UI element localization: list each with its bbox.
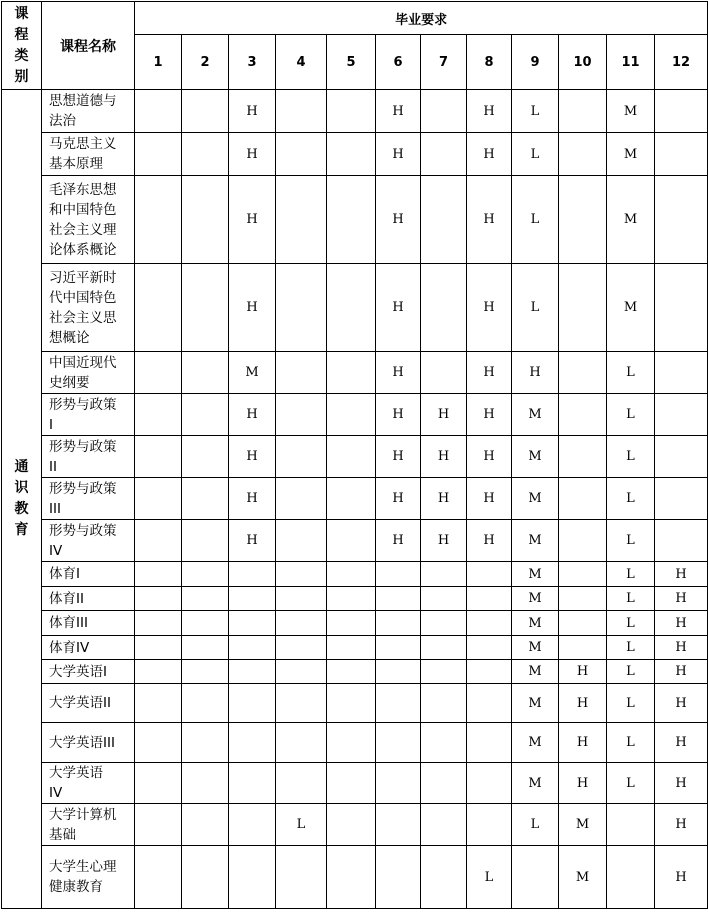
requirement-level-cell	[327, 133, 376, 176]
requirement-level-cell: L	[607, 723, 655, 763]
requirement-level-cell	[182, 90, 229, 133]
requirement-level-cell	[421, 90, 467, 133]
requirement-level-cell	[182, 684, 229, 723]
requirement-number-5: 5	[327, 35, 376, 90]
requirement-level-cell: H	[655, 684, 708, 723]
requirement-level-cell: H	[655, 846, 708, 909]
graduation-requirements-matrix	[1, 1, 708, 909]
requirement-level-cell	[327, 520, 376, 562]
requirement-level-cell: M	[512, 611, 559, 636]
requirement-level-cell	[421, 611, 467, 636]
requirement-level-cell	[182, 587, 229, 611]
requirement-level-cell	[135, 264, 182, 352]
requirement-level-cell	[276, 846, 327, 909]
requirement-level-cell	[559, 436, 607, 478]
requirement-level-cell	[559, 133, 607, 176]
requirement-level-cell: H	[229, 394, 276, 436]
requirement-level-cell	[327, 723, 376, 763]
requirement-level-cell: M	[607, 133, 655, 176]
requirement-level-cell	[327, 684, 376, 723]
requirement-number-7: 7	[421, 35, 467, 90]
requirement-level-cell	[135, 636, 182, 660]
requirement-level-cell: L	[607, 763, 655, 804]
requirement-level-cell	[467, 611, 512, 636]
requirement-level-cell: H	[655, 611, 708, 636]
table-row	[2, 520, 708, 562]
requirement-level-cell	[135, 562, 182, 587]
table-row	[2, 264, 708, 352]
course-name: 毛泽东思想 和中国特色 社会主义理 论体系概论	[42, 176, 135, 264]
requirement-level-cell: H	[467, 436, 512, 478]
requirement-level-cell	[182, 520, 229, 562]
requirement-level-cell	[467, 562, 512, 587]
requirement-level-cell	[467, 723, 512, 763]
requirement-level-cell	[376, 660, 421, 684]
course-name: 大学英语I	[42, 660, 135, 684]
requirement-level-cell	[276, 176, 327, 264]
requirement-level-cell	[421, 264, 467, 352]
requirement-level-cell	[135, 478, 182, 520]
requirement-level-cell	[276, 133, 327, 176]
requirement-level-cell: L	[512, 264, 559, 352]
requirement-level-cell: H	[559, 660, 607, 684]
requirement-level-cell	[182, 352, 229, 394]
requirement-level-cell: M	[559, 846, 607, 909]
requirement-number-2: 2	[182, 35, 229, 90]
requirement-level-cell: M	[607, 264, 655, 352]
table-row	[2, 394, 708, 436]
requirement-level-cell	[467, 636, 512, 660]
requirement-level-cell	[182, 394, 229, 436]
requirement-level-cell	[421, 846, 467, 909]
table-row	[2, 611, 708, 636]
course-name: 大学英语III	[42, 723, 135, 763]
requirement-level-cell: M	[512, 478, 559, 520]
requirement-level-cell: H	[229, 133, 276, 176]
requirement-level-cell: H	[655, 804, 708, 846]
requirement-level-cell	[421, 763, 467, 804]
course-name: 大学生心理 健康教育	[42, 846, 135, 909]
requirement-level-cell: L	[512, 804, 559, 846]
course-name: 马克思主义 基本原理	[42, 133, 135, 176]
requirement-level-cell: H	[655, 636, 708, 660]
table-row	[2, 90, 708, 133]
category-cell: 通识教育	[2, 90, 42, 909]
requirement-level-cell: H	[467, 352, 512, 394]
requirement-level-cell	[421, 660, 467, 684]
requirement-level-cell	[327, 394, 376, 436]
requirement-level-cell	[607, 804, 655, 846]
requirement-level-cell: H	[229, 478, 276, 520]
requirement-level-cell	[327, 804, 376, 846]
table-row	[2, 133, 708, 176]
requirement-level-cell	[182, 723, 229, 763]
requirement-level-cell: H	[467, 264, 512, 352]
course-name: 形势与政策 III	[42, 478, 135, 520]
requirement-level-cell	[135, 804, 182, 846]
requirement-level-cell: L	[607, 660, 655, 684]
requirement-level-cell: H	[376, 264, 421, 352]
requirement-level-cell: M	[512, 636, 559, 660]
table-row	[2, 684, 708, 723]
requirement-level-cell: L	[512, 90, 559, 133]
requirement-level-cell	[229, 723, 276, 763]
requirement-level-cell: L	[467, 846, 512, 909]
requirement-level-cell	[229, 660, 276, 684]
requirement-level-cell: H	[559, 763, 607, 804]
course-name-header: 课程名称	[42, 2, 135, 90]
requirement-level-cell	[327, 636, 376, 660]
requirement-level-cell: H	[376, 394, 421, 436]
requirement-level-cell	[135, 520, 182, 562]
requirement-level-cell	[276, 723, 327, 763]
requirement-level-cell: L	[607, 684, 655, 723]
requirement-number-6: 6	[376, 35, 421, 90]
course-name: 形势与政策 II	[42, 436, 135, 478]
requirement-number-11: 11	[607, 35, 655, 90]
requirement-level-cell: H	[421, 478, 467, 520]
requirement-level-cell	[559, 264, 607, 352]
requirement-level-cell	[229, 611, 276, 636]
requirement-level-cell: M	[512, 394, 559, 436]
requirement-level-cell: H	[376, 436, 421, 478]
requirement-number-10: 10	[559, 35, 607, 90]
requirement-level-cell	[135, 660, 182, 684]
requirement-level-cell	[327, 846, 376, 909]
requirement-level-cell: H	[467, 394, 512, 436]
requirement-level-cell	[182, 763, 229, 804]
requirement-level-cell	[376, 804, 421, 846]
requirement-level-cell	[327, 436, 376, 478]
requirement-level-cell	[135, 587, 182, 611]
requirement-level-cell	[559, 478, 607, 520]
requirement-level-cell	[182, 660, 229, 684]
requirement-level-cell: M	[512, 723, 559, 763]
course-name: 体育II	[42, 587, 135, 611]
requirement-level-cell	[559, 394, 607, 436]
requirement-level-cell	[135, 394, 182, 436]
table-row	[2, 587, 708, 611]
requirement-level-cell	[559, 562, 607, 587]
requirement-level-cell: L	[607, 478, 655, 520]
requirement-level-cell	[376, 636, 421, 660]
requirement-level-cell: H	[376, 520, 421, 562]
table-row	[2, 636, 708, 660]
category-header: 课程类别	[2, 2, 42, 90]
requirement-level-cell	[276, 611, 327, 636]
requirement-number-9: 9	[512, 35, 559, 90]
requirement-level-cell	[327, 763, 376, 804]
requirement-level-cell: M	[512, 520, 559, 562]
requirement-level-cell: L	[607, 520, 655, 562]
requirement-level-cell	[135, 611, 182, 636]
requirement-level-cell	[182, 436, 229, 478]
requirement-level-cell: H	[376, 90, 421, 133]
course-name: 思想道德与 法治	[42, 90, 135, 133]
requirement-level-cell: H	[376, 133, 421, 176]
requirement-level-cell: H	[467, 520, 512, 562]
table-row	[2, 562, 708, 587]
requirement-level-cell	[512, 846, 559, 909]
requirement-level-cell	[135, 763, 182, 804]
requirement-level-cell: H	[655, 763, 708, 804]
requirement-level-cell	[135, 684, 182, 723]
requirement-level-cell	[229, 804, 276, 846]
requirement-level-cell	[229, 763, 276, 804]
requirement-level-cell	[421, 723, 467, 763]
requirement-level-cell	[559, 352, 607, 394]
table-row	[2, 436, 708, 478]
requirement-level-cell: H	[467, 133, 512, 176]
requirement-level-cell: L	[512, 176, 559, 264]
requirement-level-cell	[421, 804, 467, 846]
table-row	[2, 478, 708, 520]
requirement-level-cell	[327, 587, 376, 611]
requirement-level-cell	[559, 90, 607, 133]
requirement-level-cell	[559, 587, 607, 611]
requirement-level-cell: H	[559, 684, 607, 723]
requirement-number-3: 3	[229, 35, 276, 90]
requirement-level-cell	[327, 611, 376, 636]
requirement-number-12: 12	[655, 35, 708, 90]
requirement-level-cell: H	[421, 436, 467, 478]
requirement-level-cell: H	[421, 520, 467, 562]
requirement-level-cell	[229, 562, 276, 587]
requirement-level-cell: H	[512, 352, 559, 394]
requirement-level-cell	[421, 636, 467, 660]
requirement-level-cell: H	[467, 90, 512, 133]
requirement-level-cell: H	[655, 562, 708, 587]
requirement-level-cell	[655, 176, 708, 264]
requirement-level-cell	[376, 723, 421, 763]
requirement-level-cell	[467, 660, 512, 684]
requirement-level-cell: H	[655, 660, 708, 684]
requirement-level-cell: L	[607, 636, 655, 660]
requirement-level-cell	[327, 90, 376, 133]
requirement-level-cell	[135, 133, 182, 176]
requirement-level-cell	[182, 611, 229, 636]
requirement-level-cell: M	[607, 90, 655, 133]
requirement-level-cell	[421, 684, 467, 723]
course-name: 形势与政策 IV	[42, 520, 135, 562]
requirement-level-cell	[135, 90, 182, 133]
requirement-level-cell	[467, 587, 512, 611]
requirement-level-cell	[559, 611, 607, 636]
requirement-level-cell	[376, 611, 421, 636]
requirement-level-cell	[229, 587, 276, 611]
requirement-number-8: 8	[467, 35, 512, 90]
requirement-level-cell: L	[276, 804, 327, 846]
requirement-level-cell: L	[607, 394, 655, 436]
requirement-level-cell	[327, 478, 376, 520]
requirement-number-1: 1	[135, 35, 182, 90]
requirement-level-cell: H	[229, 176, 276, 264]
requirement-level-cell	[276, 684, 327, 723]
requirement-level-cell	[229, 684, 276, 723]
requirement-level-cell: L	[607, 587, 655, 611]
course-name: 形势与政策 I	[42, 394, 135, 436]
requirement-level-cell	[421, 352, 467, 394]
requirement-level-cell	[135, 436, 182, 478]
table-row	[2, 804, 708, 846]
requirement-level-cell	[276, 352, 327, 394]
requirement-level-cell: H	[376, 176, 421, 264]
requirement-level-cell	[327, 660, 376, 684]
requirement-level-cell: L	[607, 352, 655, 394]
requirement-level-cell: M	[512, 660, 559, 684]
requirement-level-cell	[276, 660, 327, 684]
requirement-level-cell: L	[607, 436, 655, 478]
table-row	[2, 352, 708, 394]
requirement-level-cell: M	[512, 562, 559, 587]
requirement-level-cell: H	[376, 478, 421, 520]
requirement-level-cell	[559, 636, 607, 660]
requirement-level-cell	[182, 133, 229, 176]
requirement-level-cell: L	[607, 562, 655, 587]
requirement-level-cell	[376, 846, 421, 909]
requirement-level-cell: M	[607, 176, 655, 264]
requirement-level-cell	[182, 264, 229, 352]
requirement-level-cell	[655, 436, 708, 478]
requirement-level-cell: L	[607, 611, 655, 636]
requirement-level-cell	[182, 846, 229, 909]
requirement-level-cell	[327, 562, 376, 587]
requirement-level-cell	[229, 636, 276, 660]
requirement-level-cell: L	[512, 133, 559, 176]
course-name: 中国近现代 史纲要	[42, 352, 135, 394]
requirement-level-cell	[182, 478, 229, 520]
requirement-level-cell	[467, 804, 512, 846]
requirement-level-cell	[182, 804, 229, 846]
requirement-level-cell	[655, 90, 708, 133]
requirement-level-cell	[376, 587, 421, 611]
table-row	[2, 723, 708, 763]
requirement-level-cell	[276, 562, 327, 587]
requirement-level-cell	[467, 763, 512, 804]
requirement-level-cell: M	[229, 352, 276, 394]
course-name: 大学计算机 基础	[42, 804, 135, 846]
requirement-level-cell	[182, 562, 229, 587]
requirement-level-cell: H	[229, 436, 276, 478]
course-name: 体育III	[42, 611, 135, 636]
course-name: 体育IV	[42, 636, 135, 660]
requirement-level-cell	[376, 763, 421, 804]
requirement-level-cell	[607, 846, 655, 909]
requirement-level-cell	[276, 264, 327, 352]
requirement-level-cell	[655, 133, 708, 176]
requirement-level-cell	[229, 846, 276, 909]
requirement-level-cell: M	[559, 804, 607, 846]
requirement-level-cell	[135, 723, 182, 763]
requirement-level-cell	[655, 478, 708, 520]
table-row	[2, 763, 708, 804]
requirement-level-cell	[276, 636, 327, 660]
requirement-level-cell	[376, 562, 421, 587]
requirement-level-cell	[276, 90, 327, 133]
course-name: 大学英语 IV	[42, 763, 135, 804]
requirement-level-cell	[182, 636, 229, 660]
requirement-level-cell	[135, 352, 182, 394]
requirement-level-cell	[327, 176, 376, 264]
requirement-level-cell	[421, 176, 467, 264]
requirement-number-4: 4	[276, 35, 327, 90]
requirement-level-cell: H	[229, 520, 276, 562]
requirement-level-cell	[655, 520, 708, 562]
course-name: 体育I	[42, 562, 135, 587]
requirement-level-cell	[276, 520, 327, 562]
table-row	[2, 846, 708, 909]
requirement-level-cell: M	[512, 684, 559, 723]
table-row	[2, 176, 708, 264]
course-name: 大学英语II	[42, 684, 135, 723]
requirement-level-cell: M	[512, 763, 559, 804]
course-name: 习近平新时 代中国特色 社会主义思 想概论	[42, 264, 135, 352]
requirement-level-cell: H	[229, 90, 276, 133]
requirement-level-cell	[327, 264, 376, 352]
requirement-level-cell	[135, 846, 182, 909]
requirement-level-cell: H	[467, 478, 512, 520]
graduation-requirements-header: 毕业要求	[135, 2, 708, 35]
requirement-level-cell	[559, 520, 607, 562]
requirement-level-cell: H	[655, 723, 708, 763]
requirement-level-cell	[276, 763, 327, 804]
requirement-level-cell: H	[229, 264, 276, 352]
requirement-level-cell	[182, 176, 229, 264]
requirement-level-cell	[655, 394, 708, 436]
requirement-level-cell	[421, 587, 467, 611]
table-row	[2, 660, 708, 684]
requirement-level-cell	[327, 352, 376, 394]
requirement-level-cell	[421, 133, 467, 176]
requirement-level-cell: H	[421, 394, 467, 436]
requirement-level-cell	[376, 684, 421, 723]
requirement-level-cell: H	[559, 723, 607, 763]
requirement-level-cell	[655, 352, 708, 394]
requirement-level-cell	[655, 264, 708, 352]
requirement-level-cell: H	[376, 352, 421, 394]
requirement-level-cell: M	[512, 436, 559, 478]
requirement-level-cell: M	[512, 587, 559, 611]
requirement-level-cell: H	[655, 587, 708, 611]
requirement-level-cell	[276, 394, 327, 436]
requirement-level-cell	[467, 684, 512, 723]
requirement-level-cell	[421, 562, 467, 587]
requirement-level-cell	[559, 176, 607, 264]
course-rows	[2, 90, 708, 909]
requirement-level-cell	[276, 587, 327, 611]
requirement-level-cell: H	[467, 176, 512, 264]
requirement-level-cell	[135, 176, 182, 264]
requirement-level-cell	[276, 478, 327, 520]
requirement-level-cell	[276, 436, 327, 478]
